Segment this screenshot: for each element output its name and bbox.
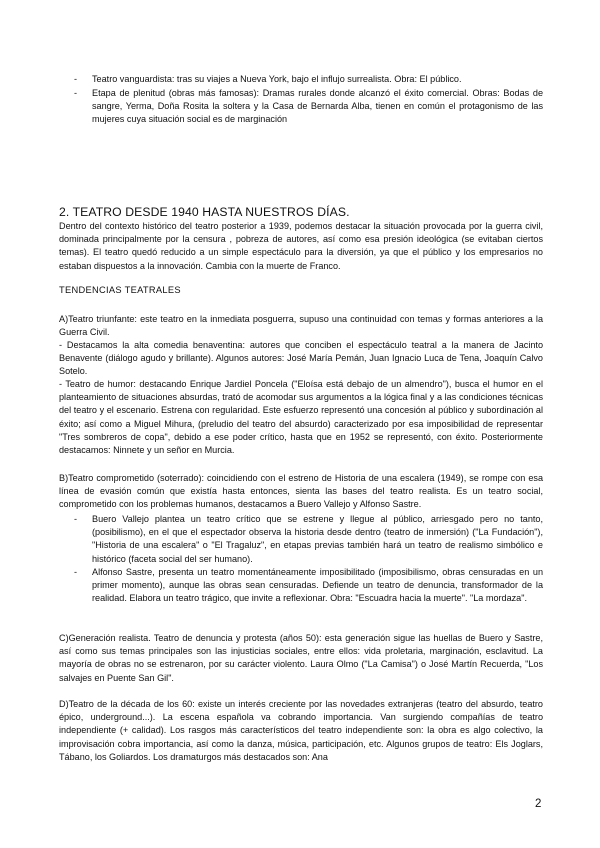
- section-a-paragraph: A)Teatro triunfante: este teatro en la inmediata posguerra, supuso una continuidad con temas y formas anteriores a la Guerra Civil.: [59, 314, 543, 338]
- section-b-paragraph: B)Teatro comprometido (soterrado): coincidiendo con el estreno de Historia de una escalera (1949), se rompe con esa línea de evasión común que existía hasta entonces, sienta las bases del teatro realista. Es un teatro social, comprometido con los problemas humanos, destacamos a Buero Vallejo y Alfonso Sastre.: [59, 473, 543, 510]
- section-d-paragraph: D)Teatro de la década de los 60: existe un interés creciente por las novedades extranjeras (teatro del absurdo, teatro épico, underground...). La escena española va cobrando importancia. Van surgiendo compañías de teatro independiente (+ calidad). Los rasgos más característicos del teatro independiente son: la obra es algo colectivo, la improvisación cobra importancia, así como la danza, música, participación, etc. Algunos grupos de teatro: Els Joglars, Tábano, los Goliardos. Los dramaturgos más destacados son: Ana: [59, 699, 543, 762]
- list-dash: -: [74, 514, 78, 524]
- page-number: 2: [535, 798, 542, 810]
- tendencias-heading: TENDENCIAS TEATRALES: [59, 285, 181, 295]
- list-item-text: Buero Vallejo plantea un teatro crítico que se estrene y llegue al público, arriesgado pero no tanto, (posibilismo), en el que el espectador observa la historia desde dentro (teatro de inmersión) ("La Fundación"), "Historia de una escalera" o "El Tragaluz", en etapas previas también hará un teatro de realismo simbólico e histórico (faceta social del ser humano).: [92, 514, 543, 564]
- list-item-text: Alfonso Sastre, presenta un teatro momentáneamente imposibilitado (imposibilismo, obras censuradas en un primer momento), aunque las obras sean censuradas. Defiende un teatro de denuncia, transformador de la realidad. Elabora un teatro trágico, que invite a reflexionar. Obra: "Escuadra hacia la muerte". "La mordaza".: [92, 567, 543, 604]
- section-a-humor: - Teatro de humor: destacando Enrique Jardiel Poncela ("Eloísa está debajo de un almendro"), busca el humor en el planteamiento de situaciones absurdas, trató de acomodar sus argumentos a la lógica final y a las condiciones técnicas del teatro y el escenario. Estrena con regularidad. Este esfuerzo representó una concesión al público y subordinación al éxito; así como a Miguel Mihura, (preludio del teatro del absurdo) caracterizado por esa imposibilidad de representar "Tres sombreros de copa", debido a ese poder crítico, hasta que en 1952 se representó, con éxito. Posteriormente destacamos: Ninnete y un señor en Murcia.: [59, 379, 543, 456]
- section-a-comedia: - Destacamos la alta comedia benaventina: autores que conciben el espectáculo teatral a la manera de Jacinto Benavente (diálogo agudo y brillante). Algunos autores: José María Pemán, Juan Ignacio Luca de Tena, Joaquín Calvo Sotelo.: [59, 340, 543, 377]
- list-dash: -: [74, 88, 78, 98]
- section-c-paragraph: C)Generación realista. Teatro de denuncia y protesta (años 50): esta generación sigue las huellas de Buero y Sastre, así como sus temas principales son las injusticias sociales, entre ellos: vida proletaria, marginación, esclavitud. La mayoría de obras no se estrenaron, por su carácter violento. Laura Olmo ("La Camisa") o José Martín Recuerda, "Los salvajes en Puente San Gil".: [59, 633, 543, 683]
- list-item-text: Etapa de plenitud (obras más famosas): Dramas rurales donde alcanzó el éxito comercial. Obras: Bodas de sangre, Yerma, Doña Rosita la soltera y la Casa de Bernarda Alba, tienen en común el protagonismo de las mujeres cuya situación social es de marginación: [92, 88, 543, 125]
- section-heading: 2. TEATRO DESDE 1940 HASTA NUESTROS DÍAS.: [59, 205, 350, 219]
- intro-paragraph: Dentro del contexto histórico del teatro posterior a 1939, podemos destacar la situación provocada por la guerra civil, dominada principalmente por la censura , pobreza de autores, así como esa presión ideológica (se evitaban ciertos temas). El teatro quedó reducido a un simple espectáculo para la diversión, ya que el público y los empresarios no estaban dispuestos a la innovación. Cambia con la muerte de Franco.: [59, 221, 543, 271]
- list-dash: -: [74, 74, 78, 84]
- list-dash: -: [74, 567, 78, 577]
- list-item-text: Teatro vanguardista: tras su viajes a Nueva York, bajo el influjo surrealista. Obra: El público.: [92, 74, 462, 84]
